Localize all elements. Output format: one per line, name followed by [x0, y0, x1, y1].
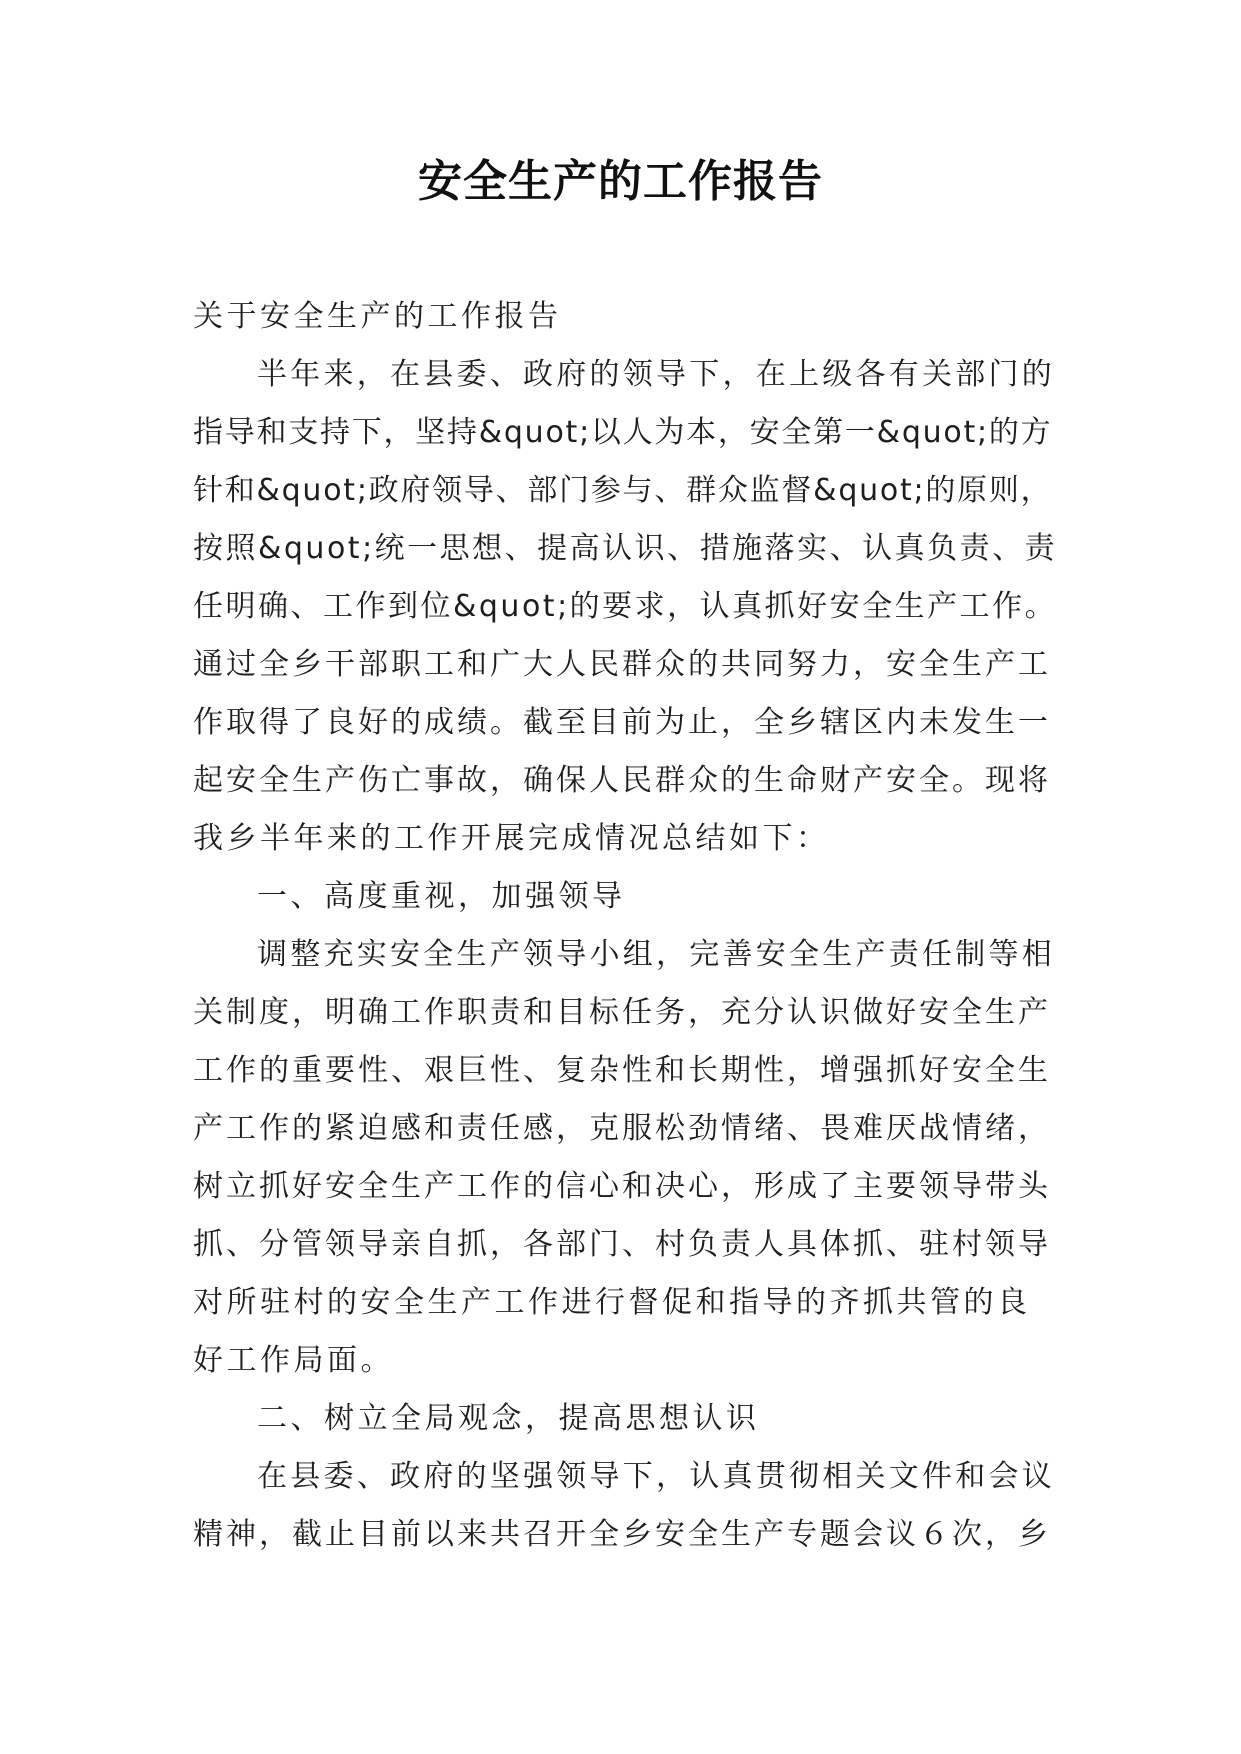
paragraph-line: 精神，截止目前以来共召开全乡安全生产专题会议６次，乡	[193, 1517, 1051, 1552]
paragraph-line: 工作的重要性、艰巨性、复杂性和长期性，增强抓好安全生	[193, 1053, 1051, 1088]
report-subtitle: 关于安全生产的工作报告	[193, 299, 562, 334]
paragraph-line: 产工作的紧迫感和责任感，克服松劲情绪、畏难厌战情绪，	[193, 1111, 1051, 1146]
section-heading: 二、树立全局观念，提高思想认识	[257, 1401, 760, 1436]
paragraph-line: 通过全乡干部职工和广大人民群众的共同努力，安全生产工	[193, 647, 1051, 682]
paragraph-line: 我乡半年来的工作开展完成情况总结如下：	[193, 821, 830, 856]
section-heading: 一、高度重视，加强领导	[257, 879, 626, 914]
paragraph-line: 半年来，在县委、政府的领导下，在上级各有关部门的	[257, 357, 1055, 392]
paragraph-line: 针和&quot;政府领导、部门参与、群众监督&quot;的原则，	[193, 473, 1053, 508]
document-body	[193, 288, 1057, 1564]
paragraph-line: 树立抓好安全生产工作的信心和决心，形成了主要领导带头	[193, 1169, 1051, 1204]
paragraph-line: 抓、分管领导亲自抓，各部门、村负责人具体抓、驻村领导	[193, 1227, 1051, 1262]
paragraph-line: 指导和支持下，坚持&quot;以人为本，安全第一&quot;的方	[193, 415, 1053, 450]
paragraph-line: 在县委、政府的坚强领导下，认真贯彻相关文件和会议	[257, 1459, 1055, 1494]
paragraph-line: 任明确、工作到位&quot;的要求，认真抓好安全生产工作。	[193, 589, 1058, 624]
paragraph-line: 调整充实安全生产领导小组，完善安全生产责任制等相	[257, 937, 1055, 972]
paragraph-line: 关制度，明确工作职责和目标任务，充分认识做好安全生产	[193, 995, 1051, 1030]
paragraph-line: 好工作局面。	[193, 1343, 394, 1378]
document-title: 安全生产的工作报告	[418, 156, 823, 207]
paragraph-line: 作取得了良好的成绩。截至目前为止，全乡辖区内未发生一	[193, 705, 1051, 740]
paragraph-line: 起安全生产伤亡事故，确保人民群众的生命财产安全。现将	[193, 763, 1051, 798]
paragraph-line: 按照&quot;统一思想、提高认识、措施落实、认真负责、责	[193, 531, 1058, 566]
paragraph-line: 对所驻村的安全生产工作进行督促和指导的齐抓共管的良	[193, 1285, 1031, 1320]
